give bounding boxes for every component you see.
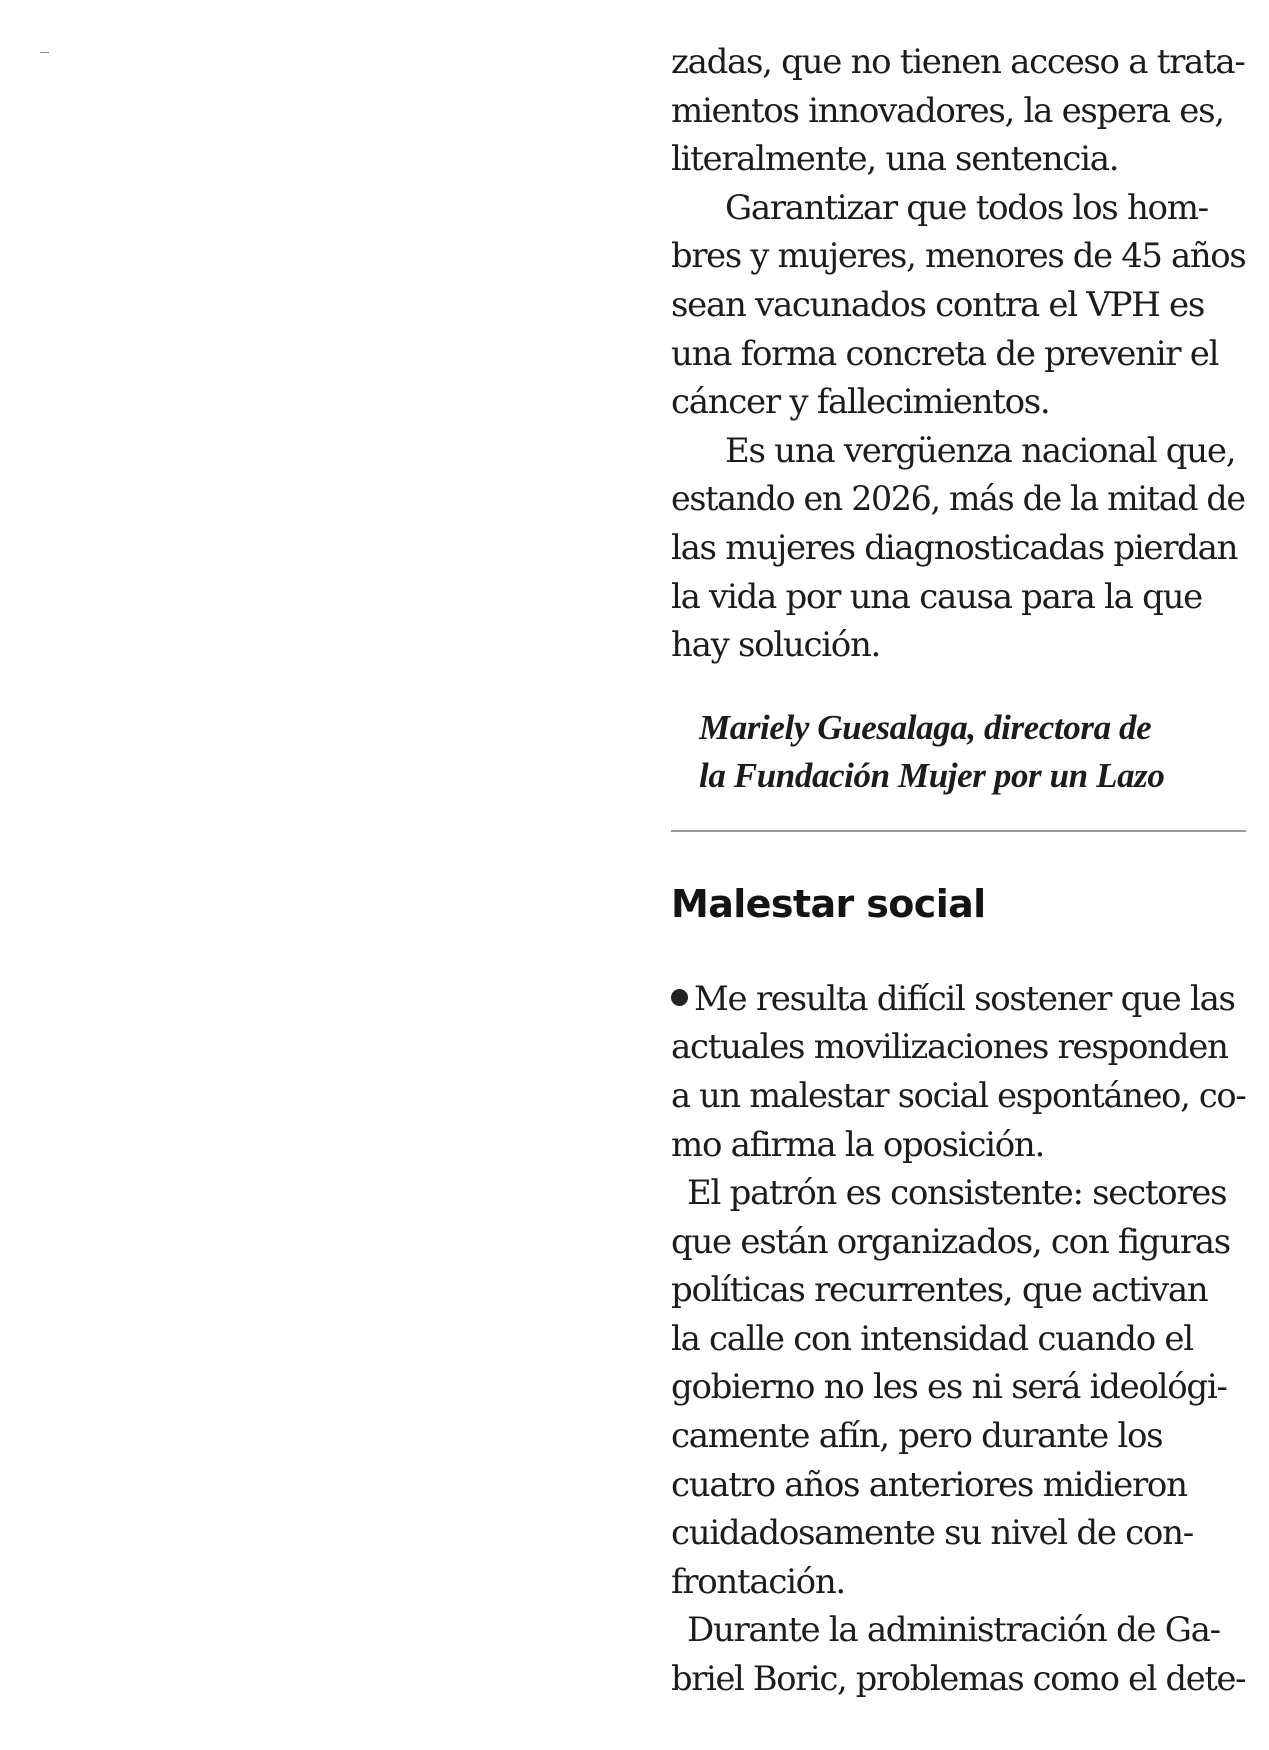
text-line: briel Boric, problemas como el dete-: [671, 1659, 1246, 1699]
text-line: hay solución.: [671, 625, 881, 666]
text-line: políticas recurrentes, que activan: [671, 1270, 1208, 1311]
text-line: Es una vergüenza nacional que,: [725, 430, 1236, 471]
bullet-icon: [671, 989, 688, 1006]
letters-column: [671, 38, 1246, 1704]
signature-line: la Fundación Mujer por un Lazo: [699, 755, 1165, 795]
letter-heading: Malestar social: [671, 881, 986, 926]
paragraph-continuation: [671, 38, 1246, 184]
text-line: cáncer y fallecimientos.: [671, 382, 1050, 423]
paragraph: [671, 1606, 1246, 1703]
paragraph: [671, 1169, 1246, 1606]
text-line: las mujeres diagnosticadas pierdan: [671, 527, 1238, 568]
text-line: la vida por una causa para la que: [671, 576, 1202, 617]
text-line: una forma concreta de prevenir el: [671, 333, 1219, 374]
signature-line: Mariely Guesalaga, directora de: [699, 707, 1152, 747]
text-line: la calle con intensidad cuando el: [671, 1318, 1193, 1359]
text-line: actuales movilizaciones responden: [671, 1027, 1228, 1068]
paragraph: [671, 184, 1246, 427]
text-line: Garantizar que todos los hom-: [725, 187, 1208, 228]
text-line: cuidadosamente su nivel de con-: [671, 1513, 1193, 1554]
text-line: camente afín, pero durante los: [671, 1416, 1163, 1457]
page-edge-mark: [40, 52, 49, 53]
text-line: sean vacunados contra el VPH es: [671, 284, 1204, 325]
paragraph: [671, 975, 1246, 1169]
text-line: zadas, que no tienen acceso a trata-: [671, 42, 1245, 82]
text-line: gobierno no les es ni será ideológi-: [671, 1367, 1227, 1408]
paragraph: [671, 427, 1246, 670]
text-line: mo afirma la oposición.: [671, 1124, 1044, 1165]
text-line: estando en 2026, más de la mitad de: [671, 479, 1245, 519]
text-line: frontación.: [671, 1561, 845, 1602]
text-line: Durante la administración de Ga-: [687, 1610, 1220, 1651]
text-line: bres y mujeres, menores de 45 años: [671, 236, 1246, 276]
author-signature: [671, 704, 1246, 800]
text-line-first: [671, 975, 1246, 1024]
letter-body: [671, 975, 1246, 1704]
text-line: cuatro años anteriores midieron: [671, 1464, 1187, 1505]
text-line: El patrón es consistente: sectores: [687, 1173, 1227, 1214]
text-line: mientos innovadores, la espera es,: [671, 90, 1224, 131]
text-line: literalmente, una sentencia.: [671, 139, 1119, 180]
text-line: Me resulta difícil sostener que las: [694, 978, 1235, 1019]
section-divider: [671, 830, 1246, 832]
text-line: que están organizados, con figuras: [671, 1221, 1230, 1262]
text-line: a un malestar social espontáneo, co-: [671, 1075, 1246, 1115]
